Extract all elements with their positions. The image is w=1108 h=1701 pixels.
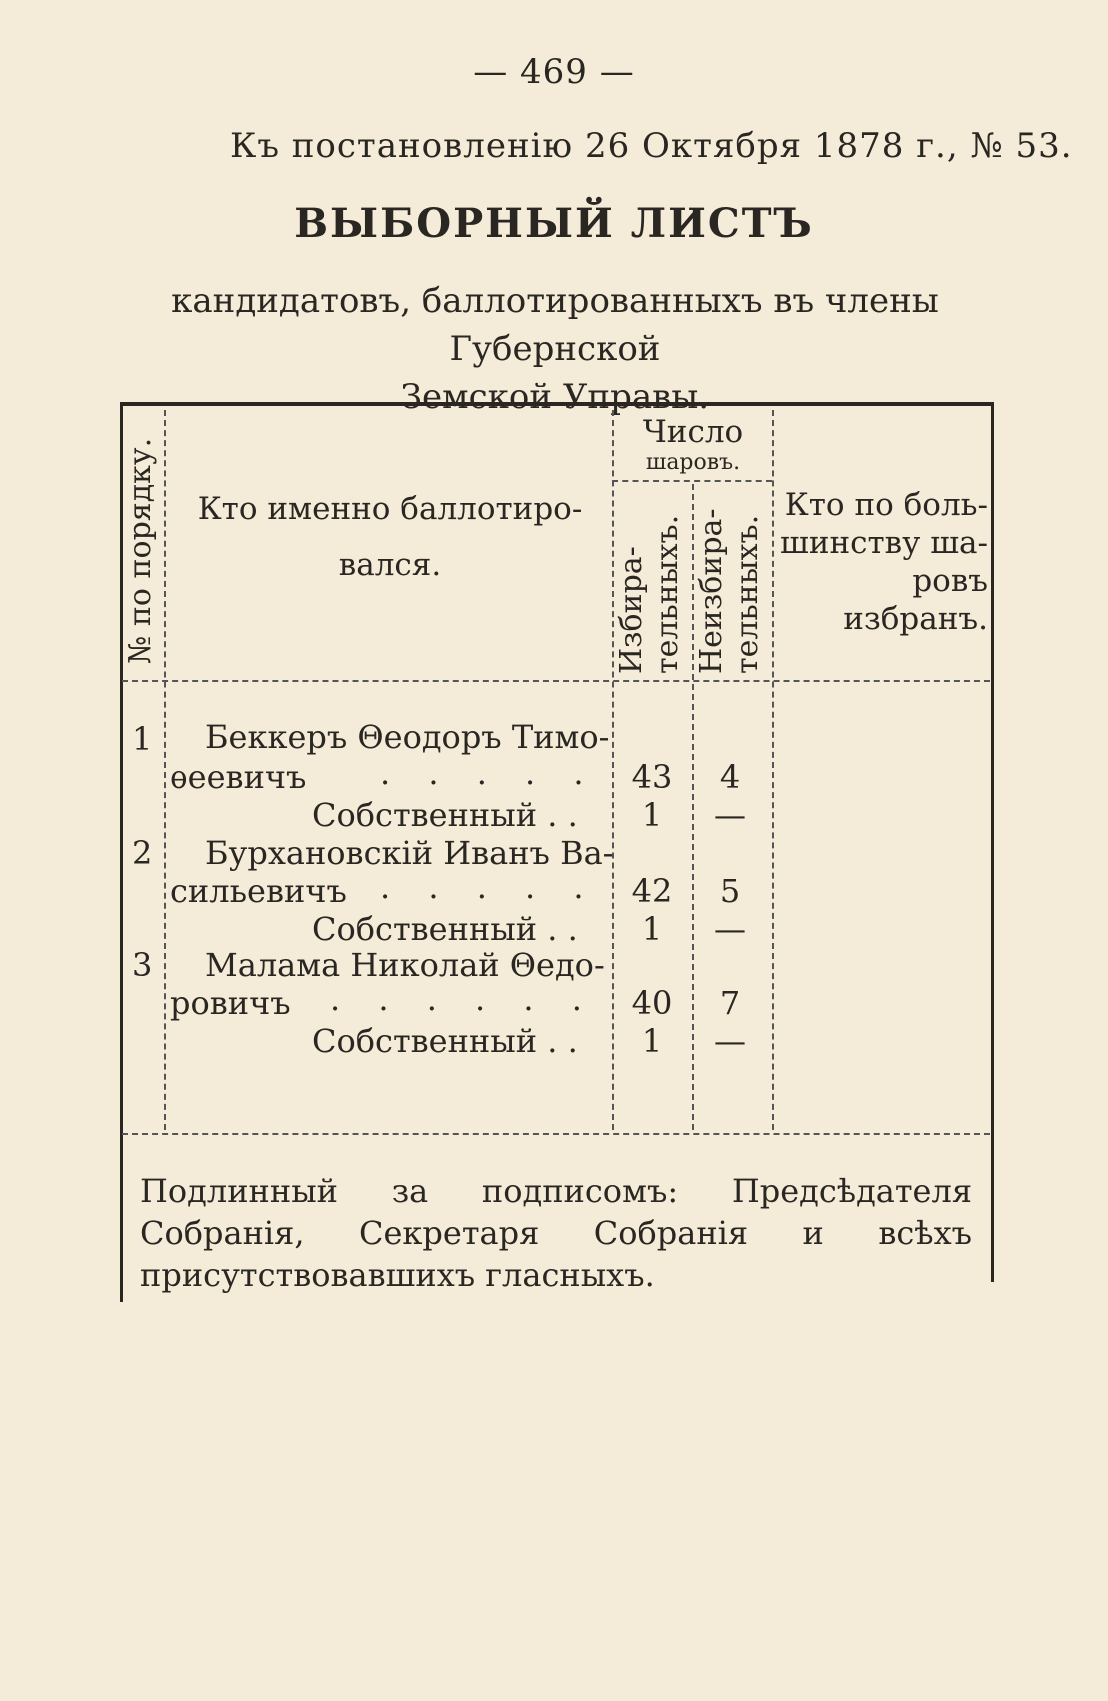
- header-balls-label: Число: [642, 414, 744, 450]
- own-vote-against: —: [714, 1022, 746, 1060]
- header-elected-line-2: шинству ша-: [780, 525, 988, 561]
- page-subtitle: [110, 277, 1000, 421]
- row-number: 1: [132, 720, 153, 758]
- votes-against: 4: [719, 758, 741, 796]
- table-bottom-sep: [122, 1133, 990, 1135]
- document-reference: Къ постановленію 26 Октября 1878 г., № 53.: [230, 126, 1073, 166]
- header-against: Неизбира- тельныхъ.: [694, 508, 765, 674]
- own-vote-for: 1: [641, 796, 663, 834]
- header-elected-line-3: ровъ избранъ.: [843, 563, 988, 637]
- candidate-name-2: ѳеевичъ: [170, 758, 307, 796]
- candidate-name-1: Беккеръ Θеодоръ Тимо-: [205, 718, 610, 756]
- table-right-border: [991, 402, 994, 1282]
- header-who-line-2: вался.: [338, 547, 442, 583]
- balls-sub-sep: [612, 480, 772, 482]
- header-sep: [122, 680, 990, 682]
- header-elected-line-1: Кто по боль-: [784, 487, 988, 523]
- own-vote-against: —: [714, 910, 746, 948]
- subtitle-line-1: кандидатовъ, баллотированныхъ въ члены Губернской: [171, 281, 939, 369]
- own-vote-against: —: [714, 796, 746, 834]
- subtitle-line-2: Земской Управы.: [400, 377, 710, 417]
- footer-note: Подлинный за подписомъ: Предсѣдателя Собранія, Секретаря Собранія и всѣхъ присутствовавшихъ гласныхъ.: [140, 1172, 972, 1294]
- own-vote-label: Собственный . .: [312, 796, 578, 834]
- votes-against: 7: [719, 984, 741, 1022]
- own-vote-label: Собственный . .: [312, 910, 578, 948]
- votes-for: 40: [631, 984, 673, 1022]
- header-number: № по порядку.: [123, 437, 158, 664]
- candidate-name-2: сильевичъ: [170, 872, 347, 910]
- votes-for: 42: [631, 872, 673, 910]
- header-who-line-1: Кто именно баллотиро-: [197, 491, 583, 527]
- row-number: 2: [132, 834, 153, 872]
- col-sep-4: [772, 410, 774, 1130]
- candidate-name-1: Малама Николай Θедо-: [205, 946, 605, 984]
- own-vote-for: 1: [641, 1022, 663, 1060]
- votes-against: 5: [719, 872, 741, 910]
- header-balls-sub: шаровъ.: [645, 450, 741, 475]
- header-elected: [778, 486, 988, 638]
- leader-dots: . . . . .: [380, 754, 598, 792]
- candidate-name-1: Бурхановскій Иванъ Ва-: [205, 834, 614, 872]
- candidate-name-2: ровичъ: [170, 984, 291, 1022]
- header-who: [170, 490, 610, 584]
- votes-for: 43: [631, 758, 673, 796]
- row-number: 3: [132, 946, 153, 984]
- leader-dots: . . . . .: [380, 868, 598, 906]
- page-number: — 469 —: [473, 52, 635, 92]
- own-vote-for: 1: [641, 910, 663, 948]
- header-for: Избира- тельныхъ.: [614, 514, 685, 674]
- own-vote-label: Собственный . .: [312, 1022, 578, 1060]
- leader-dots: . . . . . .: [330, 980, 596, 1018]
- col-sep-1: [164, 410, 166, 1130]
- page-title: ВЫБОРНЫЙ ЛИСТЪ: [294, 200, 814, 247]
- header-balls: [614, 413, 772, 475]
- table-top-border: [120, 402, 994, 406]
